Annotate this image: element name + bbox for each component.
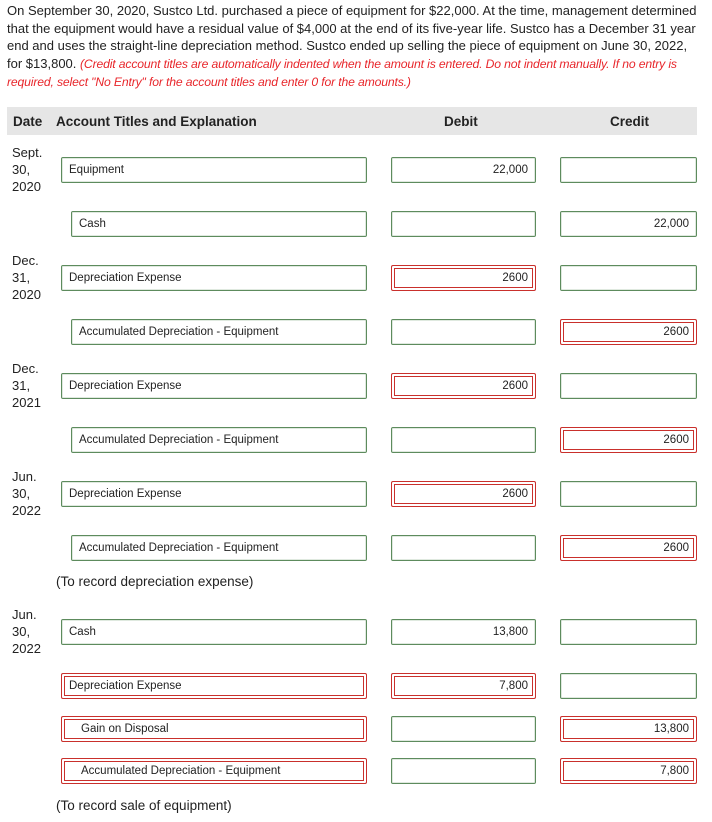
debit-field[interactable]: 13,800: [391, 619, 536, 645]
credit-field[interactable]: [560, 619, 697, 645]
account-title-field[interactable]: Accumulated Depreciation - Equipment: [71, 535, 367, 561]
account-title-field[interactable]: Accumulated Depreciation - Equipment: [61, 758, 367, 784]
question-body: On September 30, 2020, Sustco Ltd. purchased a piece of equipment for $22,000. At the time, management determined that the equipment would have a residual value of $4,000 at the end of its five-year life. Sustco has a December 31 year end and uses the straight-line depreciation method. Sustco ended up selling the piece of equipment on June 30, 2022, for $13,800.: [7, 3, 697, 71]
debit-field[interactable]: [391, 758, 536, 784]
credit-field[interactable]: 22,000: [560, 211, 697, 237]
credit-field[interactable]: 2600: [560, 535, 697, 561]
header-account: Account Titles and Explanation: [56, 114, 257, 129]
account-title-field[interactable]: Accumulated Depreciation - Equipment: [71, 319, 367, 345]
account-title-field[interactable]: Gain on Disposal: [61, 716, 367, 742]
memo-sale: (To record sale of equipment): [56, 798, 232, 813]
header-debit: Debit: [444, 114, 478, 129]
journal-header: [7, 107, 697, 135]
debit-field[interactable]: 2600: [391, 265, 536, 291]
account-title-field[interactable]: Cash: [61, 619, 367, 645]
header-credit: Credit: [610, 114, 650, 129]
credit-field[interactable]: [560, 373, 697, 399]
question-text: [7, 2, 705, 92]
account-title-field[interactable]: Depreciation Expense: [61, 673, 367, 699]
account-title-field[interactable]: Equipment: [61, 157, 367, 183]
debit-field[interactable]: 2600: [391, 373, 536, 399]
debit-field[interactable]: 2600: [391, 481, 536, 507]
debit-field[interactable]: [391, 535, 536, 561]
entry-date: Sept. 30, 2020: [12, 145, 43, 194]
entry-date: Dec. 31, 2020: [12, 253, 41, 302]
debit-field[interactable]: [391, 211, 536, 237]
debit-field[interactable]: 22,000: [391, 157, 536, 183]
account-title-field[interactable]: Depreciation Expense: [61, 265, 367, 291]
entry-date: Dec. 31, 2021: [12, 361, 41, 410]
account-title-field[interactable]: Accumulated Depreciation - Equipment: [71, 427, 367, 453]
debit-field[interactable]: [391, 319, 536, 345]
credit-field[interactable]: [560, 265, 697, 291]
credit-field[interactable]: 13,800: [560, 716, 697, 742]
memo-depreciation: (To record depreciation expense): [56, 574, 254, 589]
question-instructions: (Credit account titles are automatically indented when the amount is entered. Do not indent manually. If no entry is required, select "No Entry" for the account titles and enter 0 for the amounts.): [7, 56, 677, 89]
account-title-field[interactable]: Depreciation Expense: [61, 481, 367, 507]
entry-date: Jun. 30, 2022: [12, 469, 41, 518]
credit-field[interactable]: 2600: [560, 427, 697, 453]
credit-field[interactable]: [560, 481, 697, 507]
debit-field[interactable]: 7,800: [391, 673, 536, 699]
header-date: Date: [13, 114, 43, 129]
credit-field[interactable]: 2600: [560, 319, 697, 345]
credit-field[interactable]: 7,800: [560, 758, 697, 784]
debit-field[interactable]: [391, 427, 536, 453]
entry-date: Jun. 30, 2022: [12, 607, 41, 656]
debit-field[interactable]: [391, 716, 536, 742]
credit-field[interactable]: [560, 157, 697, 183]
account-title-field[interactable]: Depreciation Expense: [61, 373, 367, 399]
credit-field[interactable]: [560, 673, 697, 699]
account-title-field[interactable]: Cash: [71, 211, 367, 237]
